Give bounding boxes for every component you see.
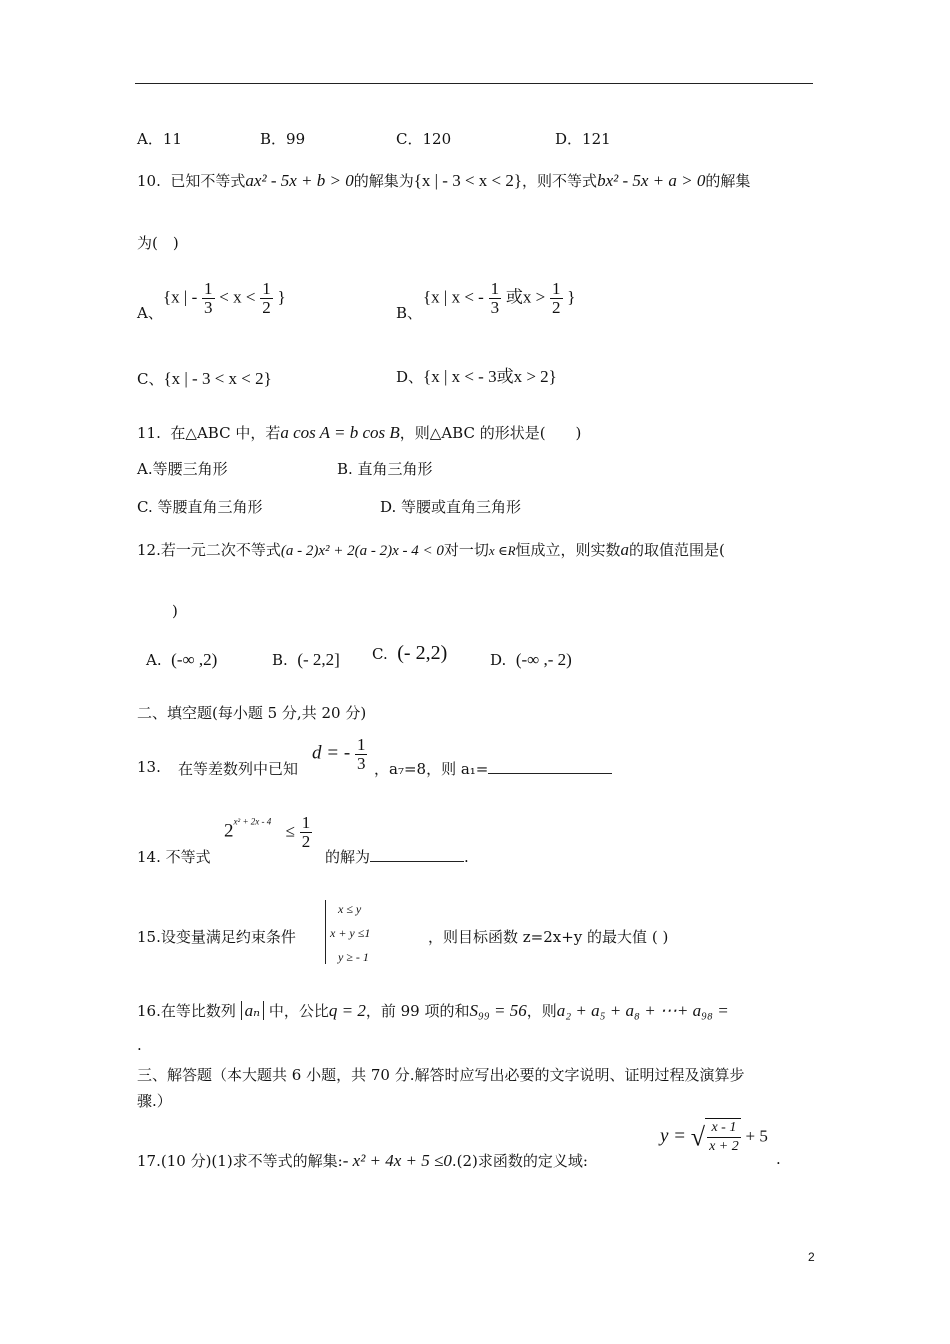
q10-option-b-label: B、 [396, 304, 423, 322]
text: 中，公比 [268, 1002, 329, 1020]
q9-option-c: C．120 [396, 130, 452, 148]
sqrt-body [705, 1118, 741, 1156]
math-sum: S₉₉ = 56 [469, 1001, 527, 1020]
q13-number: 13. [137, 758, 161, 776]
text: 已知不等式 [170, 172, 246, 190]
question-number: 17. [137, 1152, 161, 1170]
q10-option-d [396, 362, 557, 387]
math-set: {x | x < - 3或x > 2} [423, 367, 557, 386]
numerator: 1 [204, 279, 213, 298]
math-variable: a [620, 540, 630, 559]
denominator: x + 2 [709, 1139, 739, 1154]
q12-stem [137, 539, 725, 560]
math-text: {x | x < - [423, 287, 484, 307]
answer-blank[interactable] [488, 759, 612, 774]
constraint-2: x + y ≤1 [330, 926, 371, 940]
denominator: 2 [262, 298, 271, 317]
fraction [260, 280, 273, 317]
q12-stem-end: ) [172, 602, 178, 620]
fraction [707, 1119, 741, 1156]
section-3-heading-cont: 骤.） [137, 1092, 172, 1110]
q13-tail [374, 758, 612, 779]
section-2-heading: 二、填空题(每小题 5 分,共 20 分) [137, 704, 367, 722]
q11-option-a: A.等腰三角形 [137, 460, 228, 478]
q10-line1 [137, 170, 750, 191]
constraint-1: x ≤ y [338, 902, 362, 916]
text: ，a₇=8，则 a₁= [374, 760, 489, 778]
q9-option-d: D．121 [555, 130, 611, 148]
option-label: B. [272, 651, 288, 669]
option-label: A. [146, 651, 162, 669]
denominator: 3 [356, 754, 366, 773]
math-interval: (- 2,2] [297, 650, 340, 669]
numerator: x - 1 [707, 1119, 741, 1138]
sqrt-symbol: √ [690, 1122, 706, 1152]
q12-option-a [146, 650, 217, 670]
q14-stem [137, 846, 211, 867]
text: 的解集 [705, 172, 751, 190]
math-condition: a cos A = b cos B [280, 423, 400, 442]
page-number: 2 [808, 1250, 815, 1264]
math-inequality: (a - 2)x² + 2(a - 2)x - 4 < 0 [280, 543, 444, 559]
answer-blank[interactable] [370, 847, 464, 862]
numerator: 1 [356, 735, 366, 754]
math-ratio: q = 2 [328, 1001, 366, 1020]
math-set: {x | - 3 < x < 2} [163, 369, 272, 388]
option-label: D. [490, 651, 507, 669]
text: 对一切 [443, 541, 489, 559]
denominator: 2 [552, 298, 561, 317]
math-inequality: - x² + 4x + 5 ≤0 [342, 1151, 452, 1170]
math-interval: (-∞ ,- 2) [515, 650, 572, 669]
q12-option-c [372, 642, 447, 665]
text: 的解集为 [353, 172, 414, 190]
q12-option-d [490, 650, 572, 670]
q14-tail [325, 846, 469, 867]
option-label: C. [372, 645, 388, 663]
text: 恒成立，则实数 [515, 541, 621, 559]
q10-option-c [137, 368, 272, 389]
question-number: 12. [137, 541, 161, 559]
text: (10 分)(1)求不等式的解集: [160, 1152, 343, 1170]
section-3-heading: 三、解答题（本大题共 6 小题，共 70 分.解答时应写出必要的文字说明、证明过程及演算步 [137, 1066, 745, 1084]
q9-option-b: B．99 [260, 130, 306, 148]
q10-option-a-label: A、 [137, 304, 163, 322]
text: . [464, 848, 469, 866]
q11-option-b: B. 直角三角形 [337, 460, 433, 478]
math-text: < x < [219, 287, 256, 307]
math-text: 或x > [505, 287, 546, 307]
math-operator: ≤ [285, 821, 295, 841]
text: 的取值范围是( [629, 541, 725, 559]
question-number: 14. [137, 848, 161, 866]
q16-end: . [137, 1036, 142, 1054]
math-text: + 5 [745, 1126, 768, 1146]
text: 不等式 [165, 848, 211, 866]
q13-text: 在等差数列中已知 [178, 760, 299, 778]
q14-expr [224, 814, 312, 851]
text: 在等比数列 [160, 1002, 236, 1020]
header-rule [135, 83, 813, 84]
question-number: 16. [137, 1002, 161, 1020]
constraint-3: y ≥ - 1 [338, 950, 369, 964]
q13-d-expr [312, 736, 367, 773]
fraction [489, 280, 502, 317]
math-base: 2 [224, 820, 234, 842]
text: ，前 99 项的和 [365, 1002, 470, 1020]
q17-end: . [776, 1150, 781, 1168]
math-text: y = [660, 1125, 687, 1147]
math-interval: (-∞ ,2) [171, 650, 218, 669]
math-set: {x | - 3 < x < 2} [413, 171, 523, 190]
math-inequality: bx² - 5x + a > 0 [597, 171, 706, 190]
text: ，则 [526, 1002, 557, 1020]
option-label: C、 [137, 370, 164, 388]
text: .(2)求函数的定义域: [451, 1152, 588, 1170]
denominator: 3 [204, 298, 213, 317]
math-sequence: aₙ [241, 1001, 264, 1020]
math-text: } [567, 287, 576, 307]
math-text: } [277, 287, 286, 307]
text: ，则△ABC 的形状是( ) [399, 424, 582, 442]
q12-option-b [272, 650, 340, 670]
q15-stem [137, 926, 296, 947]
numerator: 1 [490, 279, 500, 298]
q15-tail: ，则目标函数 z=2x+y 的最大值 ( ) [428, 928, 669, 946]
q17-stem [137, 1150, 588, 1171]
fraction [202, 280, 215, 317]
q11-option-d: D. 等腰或直角三角形 [380, 498, 522, 516]
denominator: 2 [301, 832, 311, 851]
math-exponent: x² + 2x - 4 [233, 816, 272, 827]
q10-option-a-expr [163, 280, 286, 317]
math-inequality: ax² - 5x + b > 0 [245, 171, 354, 190]
math-text: {x | - [163, 287, 198, 307]
q10-option-b-expr [423, 280, 575, 317]
q16-stem [137, 1000, 729, 1021]
question-number: 15. [137, 928, 161, 946]
math-interval: (- 2,2) [397, 642, 448, 664]
q17-function [660, 1118, 768, 1156]
math-text: d = - [312, 742, 351, 764]
math-condition: x ∈R [488, 543, 516, 558]
q10-line2: 为( ) [137, 234, 179, 252]
q11-stem [137, 422, 581, 443]
text: 的解为 [325, 848, 371, 866]
text: 若一元二次不等式 [160, 541, 281, 559]
denominator: 3 [490, 298, 500, 317]
text: 设变量满足约束条件 [160, 928, 296, 946]
text: ，则不等式 [522, 172, 598, 190]
option-label: D、 [396, 368, 424, 386]
q11-option-c: C. 等腰直角三角形 [137, 498, 263, 516]
question-number: 11. [137, 424, 161, 442]
numerator: 1 [301, 813, 311, 832]
math-expression: a₂ + a₅ + a₈ + ⋯+ a₉₈ = [556, 1001, 729, 1020]
question-number: 10. [137, 172, 161, 190]
fraction [355, 736, 368, 773]
fraction [300, 814, 313, 851]
numerator: 1 [262, 279, 271, 298]
text: 在△ABC 中，若 [170, 424, 281, 442]
fraction [550, 280, 563, 317]
numerator: 1 [552, 279, 561, 298]
q9-option-a: A．11 [137, 130, 182, 148]
